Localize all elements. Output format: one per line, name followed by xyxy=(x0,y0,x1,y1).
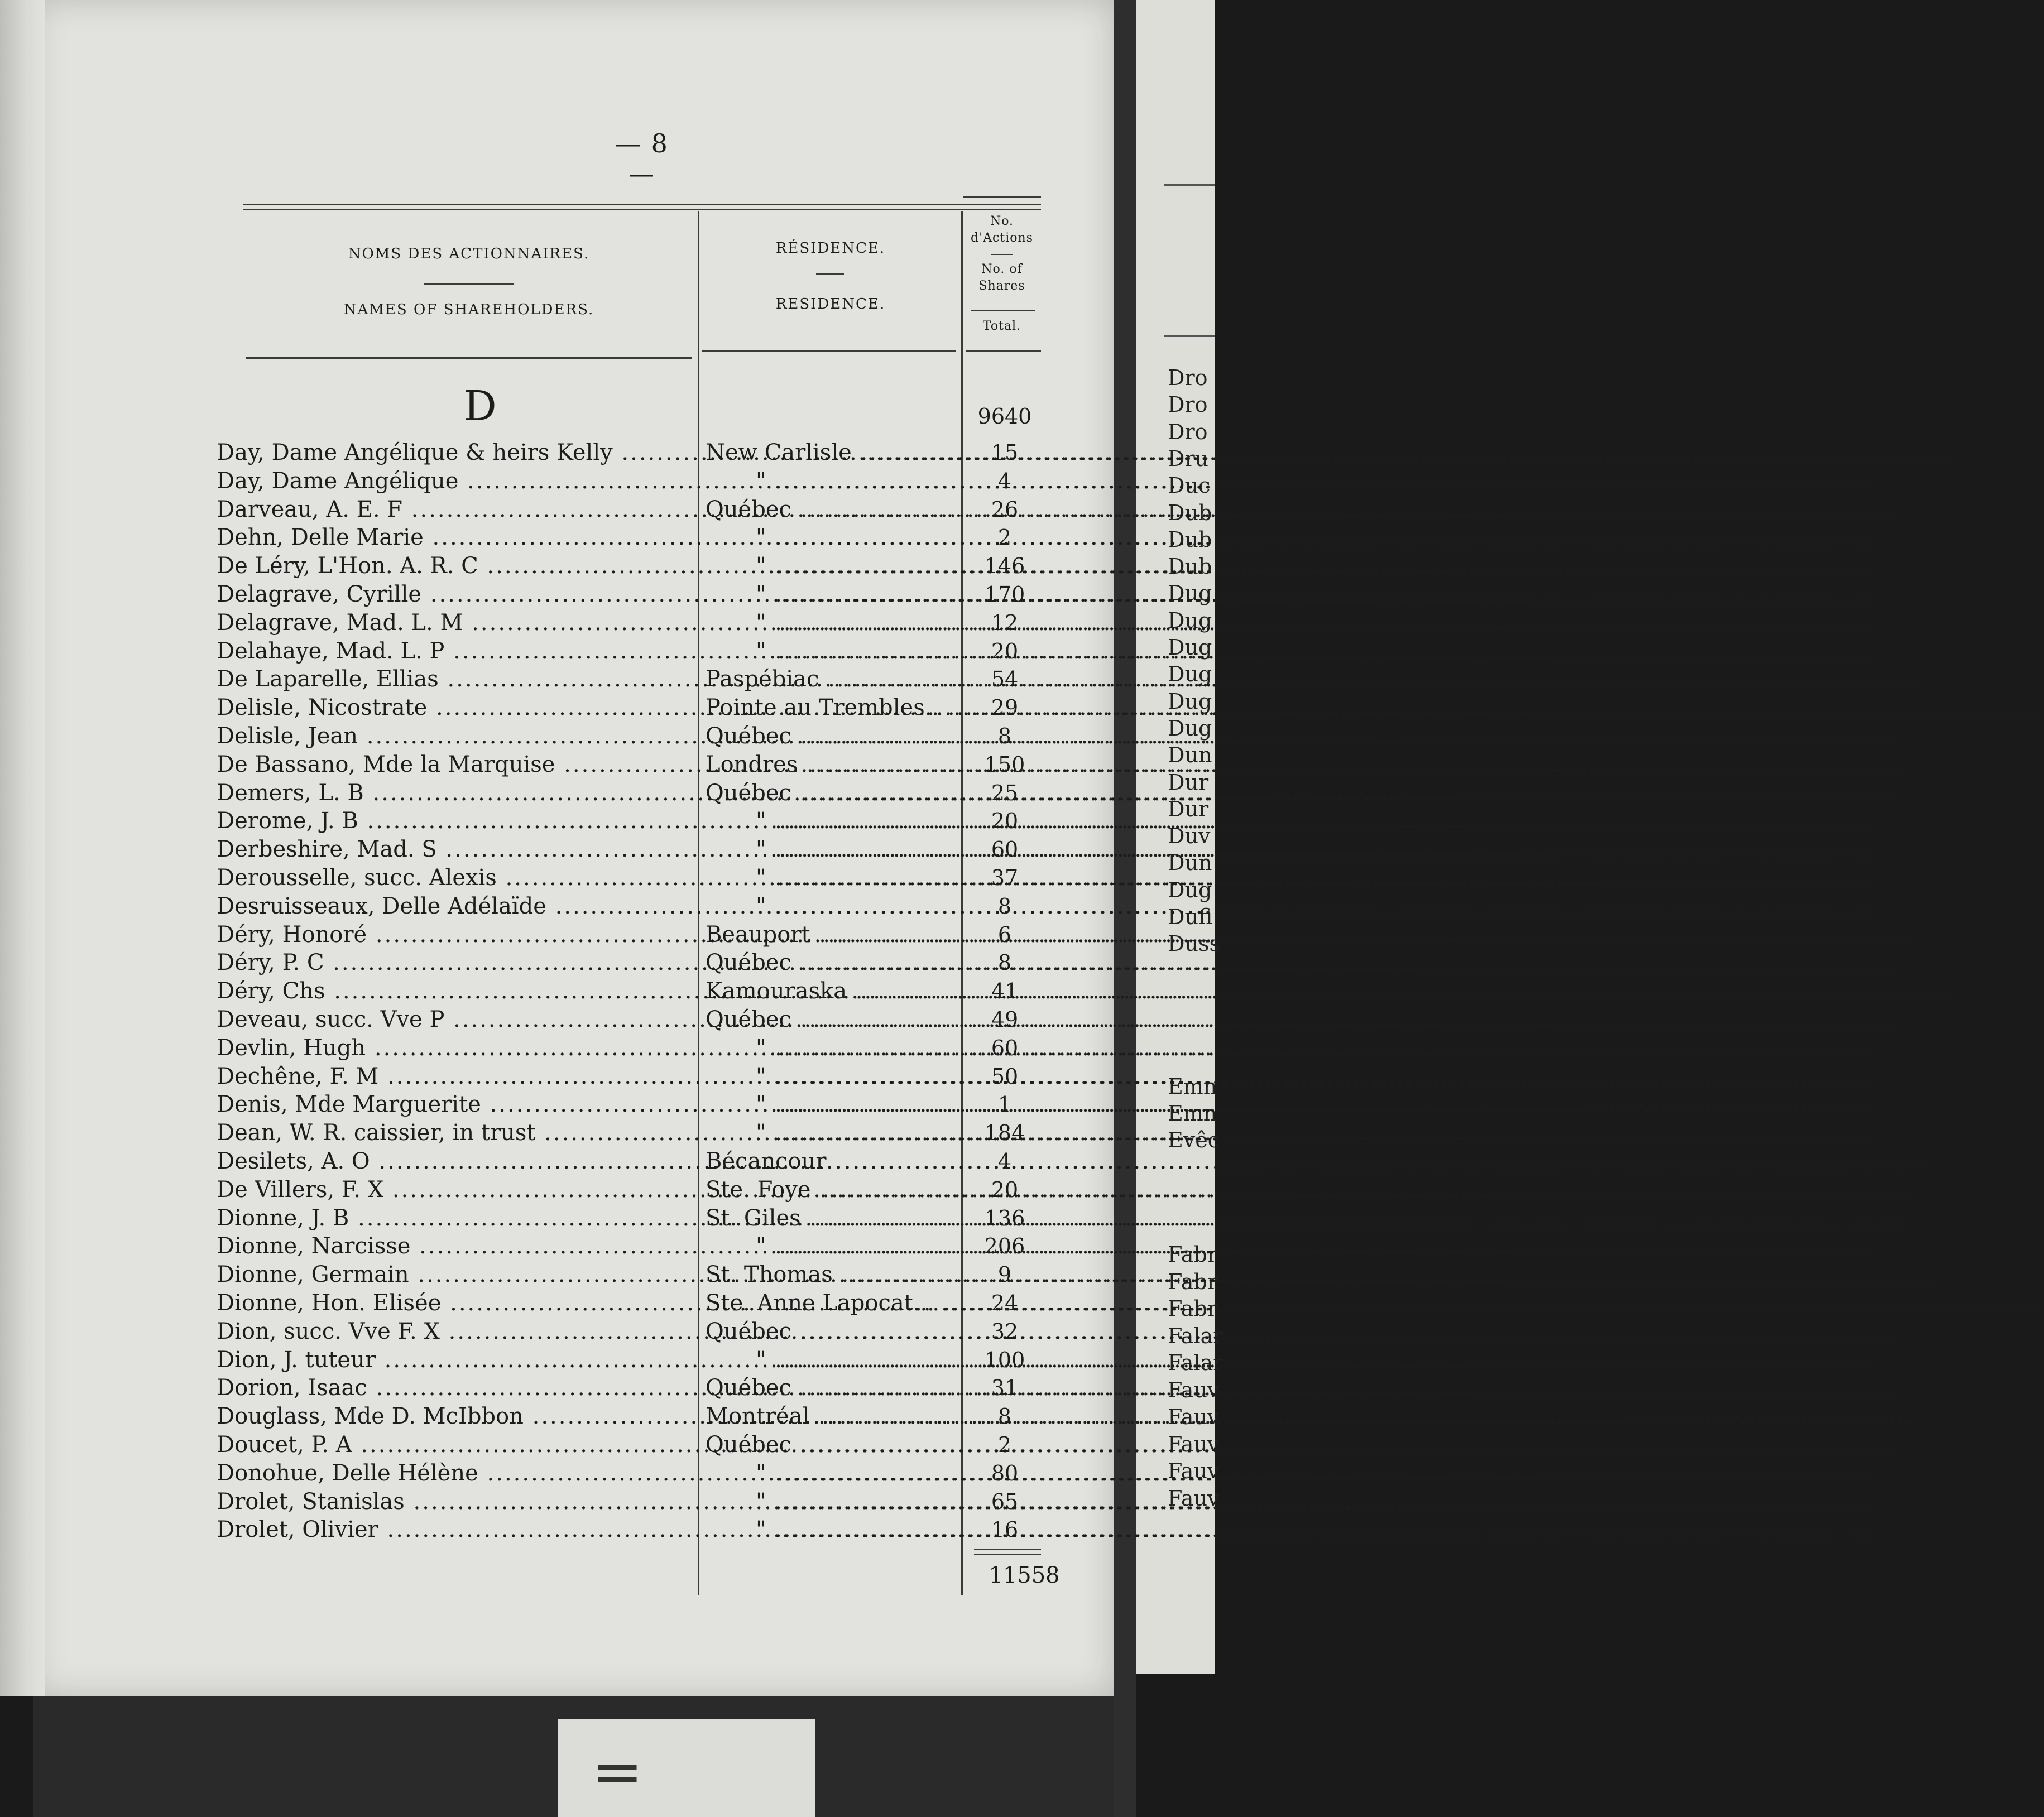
share-count: 100 xyxy=(984,1347,1025,1372)
shareholder-name: Dionne, J. B ..... xyxy=(217,1204,698,1232)
shareholder-residence: Paspébiac ..... xyxy=(706,665,962,693)
table-row xyxy=(0,1176,1080,1204)
share-count: 206 xyxy=(984,1234,1025,1259)
share-count: 54 xyxy=(991,667,1019,692)
header-top-rule xyxy=(243,204,1041,205)
table-row xyxy=(0,977,1080,1005)
share-count: 41 xyxy=(991,979,1019,1004)
shareholder-residence: Québec ..... xyxy=(706,1318,962,1345)
table-row xyxy=(0,835,1080,863)
header-top-rule-3 xyxy=(963,196,1041,198)
next-page-fragment: Fabr xyxy=(1168,1242,1217,1267)
header-shares-divider xyxy=(991,254,1013,255)
shareholder-residence: Bécancour ..... xyxy=(706,1147,962,1175)
shareholder-name: De Villers, F. X ..... xyxy=(217,1176,698,1204)
shareholder-name: Dorion, Isaac ..... xyxy=(217,1374,698,1402)
share-count: 6 xyxy=(997,922,1012,947)
shareholder-residence: " ..... xyxy=(706,637,962,665)
shareholder-name: Delisle, Nicostrate ..... xyxy=(217,694,698,722)
table-row xyxy=(0,1402,1080,1430)
table-row xyxy=(0,751,1080,778)
share-count: 65 xyxy=(991,1489,1019,1514)
header-residence-en: RESIDENCE. xyxy=(775,296,886,313)
next-page-fragment: Dun xyxy=(1168,850,1212,876)
next-page-fragment: Evêc xyxy=(1168,1128,1220,1152)
next-page-fragment: Fauv xyxy=(1168,1431,1220,1457)
header-residence-fr: RÉSIDENCE. xyxy=(775,240,886,257)
shareholder-name: Desruisseaux, Delle Adélaïde ..... xyxy=(217,892,698,920)
next-page-fragment: Dug xyxy=(1168,662,1212,687)
share-count: 136 xyxy=(984,1205,1025,1230)
shareholder-residence: St. Thomas ..... xyxy=(706,1261,962,1289)
shareholder-name: Day, Dame Angélique ..... xyxy=(217,467,698,495)
shareholder-name: Darveau, A. E. F ..... xyxy=(217,496,698,523)
shareholder-name: Derbeshire, Mad. S ..... xyxy=(217,835,698,863)
shareholder-residence: Kamouraska ..... xyxy=(706,977,962,1005)
share-count: 1 xyxy=(997,1092,1012,1117)
header-total: Total. xyxy=(982,319,1021,333)
shareholder-name: De Bassano, Mde la Marquise ..... xyxy=(217,751,698,778)
table-row xyxy=(0,949,1080,977)
share-count: 20 xyxy=(991,809,1019,834)
shareholder-name: Day, Dame Angélique & heirs Kelly ..... xyxy=(217,439,698,467)
next-page-fragment: Dru xyxy=(1168,446,1209,471)
table-row xyxy=(0,1006,1080,1034)
share-count: 2 xyxy=(997,525,1012,550)
shareholder-name: Dionne, Narcisse ..... xyxy=(217,1232,698,1260)
shareholder-residence: " ..... xyxy=(706,1034,962,1062)
bottom-mark: = xyxy=(592,1736,644,1807)
table-row xyxy=(0,694,1080,722)
table-row xyxy=(0,864,1080,892)
share-count: 9 xyxy=(997,1262,1012,1287)
shareholder-residence: Québec ..... xyxy=(706,1431,962,1459)
shareholder-name: Dionne, Hon. Elisée ..... xyxy=(217,1289,698,1317)
share-count: 12 xyxy=(991,610,1019,635)
shareholder-residence: St. Giles ..... xyxy=(706,1204,962,1232)
header-bottom-rule-residence xyxy=(702,350,956,352)
shareholder-residence: " ..... xyxy=(706,467,962,495)
shareholder-name: Déry, Honoré ..... xyxy=(217,921,698,949)
shareholder-residence: Beauport ..... xyxy=(706,921,962,949)
table-row xyxy=(0,1204,1080,1232)
table-row xyxy=(0,1147,1080,1175)
next-page-fragment: Dub xyxy=(1168,527,1212,552)
shareholder-residence: Québec ..... xyxy=(706,949,962,977)
next-page-fragment: Dun xyxy=(1168,743,1212,768)
shareholder-residence: New Carlisle ..... xyxy=(706,439,962,467)
next-page-fragment: Dro xyxy=(1168,419,1208,444)
header-top-rule-2 xyxy=(243,209,1041,210)
share-count: 24 xyxy=(991,1291,1019,1315)
next-page-fragment: Duss xyxy=(1168,931,1220,956)
share-count: 20 xyxy=(991,638,1019,664)
shareholder-name: Drolet, Stanislas ..... xyxy=(217,1488,698,1516)
shareholder-residence: Québec ..... xyxy=(706,496,962,523)
share-count: 80 xyxy=(991,1460,1019,1486)
shareholder-residence: Québec ..... xyxy=(706,1374,962,1402)
next-page-fragment: Dur xyxy=(1168,770,1209,795)
shareholder-name: Dean, W. R. caissier, in trust ..... xyxy=(217,1119,698,1147)
next-page-fragment: Dug xyxy=(1168,715,1212,741)
next-page-rule xyxy=(1164,335,1215,337)
share-count: 8 xyxy=(997,950,1012,975)
next-page-fragment: Fauv xyxy=(1168,1486,1220,1511)
share-count: 20 xyxy=(991,1177,1019,1202)
shareholder-name: Douglass, Mde D. McIbbon ..... xyxy=(217,1402,698,1430)
shareholder-residence: " ..... xyxy=(706,1090,962,1118)
table-row xyxy=(0,1346,1080,1374)
shareholder-residence: " ..... xyxy=(706,580,962,608)
table-row xyxy=(0,1318,1080,1345)
opening-total: 9640 xyxy=(977,404,1032,429)
share-count: 8 xyxy=(997,724,1012,748)
shareholder-residence: Londres ..... xyxy=(706,751,962,778)
shareholder-name: Delagrave, Cyrille ..... xyxy=(217,580,698,608)
next-page-fragment: Dug xyxy=(1168,689,1212,714)
shareholder-name: Desilets, A. O ..... xyxy=(217,1147,698,1175)
shareholder-name: Dionne, Germain ..... xyxy=(217,1261,698,1289)
share-count: 8 xyxy=(997,1404,1012,1429)
shareholder-name: Delagrave, Mad. L. M ..... xyxy=(217,609,698,637)
header-bottom-rule-shares xyxy=(966,350,1041,352)
header-shares-en: No. of Shares xyxy=(978,262,1025,293)
next-page-fragment: Duc xyxy=(1168,473,1211,498)
header-bottom-rule-names xyxy=(246,357,692,359)
table-row xyxy=(0,665,1080,693)
table-row xyxy=(0,892,1080,920)
shareholder-name: Dehn, Delle Marie ..... xyxy=(217,523,698,551)
next-page-fragment: Emn xyxy=(1168,1101,1217,1126)
table-row xyxy=(0,1090,1080,1118)
final-total: 11558 xyxy=(989,1563,1060,1588)
table-row xyxy=(0,496,1080,523)
shareholder-name: Devlin, Hugh ..... xyxy=(217,1034,698,1062)
next-page-fragment: Fabr xyxy=(1168,1296,1217,1321)
next-page-fragment: Dub xyxy=(1168,554,1212,579)
share-count: 50 xyxy=(991,1064,1019,1089)
shareholder-name: Drolet, Olivier ..... xyxy=(217,1516,698,1544)
header-names-en: NAMES OF SHAREHOLDERS. xyxy=(343,301,594,318)
shareholder-residence: " ..... xyxy=(706,1459,962,1487)
shareholder-name: Dion, succ. Vve F. X ..... xyxy=(217,1318,698,1345)
shareholder-name: Dion, J. tuteur ..... xyxy=(217,1346,698,1374)
section-letter: D xyxy=(463,382,497,430)
next-page-fragment: Dug xyxy=(1168,581,1212,606)
shareholder-name: Denis, Mde Marguerite ..... xyxy=(217,1090,698,1118)
shareholder-residence: " ..... xyxy=(706,807,962,835)
shareholder-residence: Québec ..... xyxy=(706,722,962,750)
next-page-fragment: Duv xyxy=(1168,824,1211,849)
header-names-divider xyxy=(424,283,514,285)
table-row xyxy=(0,1289,1080,1317)
table-row xyxy=(0,1516,1080,1544)
shareholder-residence: " ..... xyxy=(706,1232,962,1260)
shareholder-residence: Montréal ..... xyxy=(706,1402,962,1430)
shareholder-residence: Québec ..... xyxy=(706,1006,962,1034)
table-row xyxy=(0,609,1080,637)
next-page-fragment: Falar xyxy=(1168,1323,1223,1348)
shareholder-residence: Québec ..... xyxy=(706,779,962,807)
header-residence-divider xyxy=(816,273,844,275)
header-shares-fr: No. d'Actions xyxy=(971,214,1033,245)
shareholder-residence: Ste. Foye ..... xyxy=(706,1176,962,1204)
table-row xyxy=(0,523,1080,551)
shareholder-residence: " ..... xyxy=(706,609,962,637)
shareholder-name: Delahaye, Mad. L. P ..... xyxy=(217,637,698,665)
next-page-fragment: Emn xyxy=(1168,1074,1217,1099)
next-page-fragment: Dur xyxy=(1168,796,1209,821)
shareholder-name: Dechêne, F. M ..... xyxy=(217,1063,698,1090)
shareholder-name: Derousselle, succ. Alexis ..... xyxy=(217,864,698,892)
share-count: 31 xyxy=(991,1376,1019,1401)
table-row xyxy=(0,552,1080,580)
share-count: 60 xyxy=(991,1035,1019,1060)
next-page-fragment: Fabr xyxy=(1168,1269,1217,1294)
share-count: 170 xyxy=(984,582,1025,607)
shareholder-residence: " ..... xyxy=(706,892,962,920)
share-count: 2 xyxy=(997,1433,1012,1457)
share-count: 29 xyxy=(991,695,1019,720)
table-row xyxy=(0,1119,1080,1147)
total-rule xyxy=(974,1549,1041,1550)
table-row xyxy=(0,637,1080,665)
shareholder-name: Demers, L. B ..... xyxy=(217,779,698,807)
next-page-rule xyxy=(1164,184,1215,186)
table-row xyxy=(0,580,1080,608)
share-count: 4 xyxy=(997,468,1012,493)
next-page-fragment: Fauv xyxy=(1168,1459,1220,1483)
shareholder-residence: " ..... xyxy=(706,1119,962,1147)
table-row xyxy=(0,1459,1080,1487)
next-page-fragment: Dro xyxy=(1168,366,1208,390)
shareholder-residence: " ..... xyxy=(706,1516,962,1544)
next-page-fragment: Dug xyxy=(1168,608,1212,633)
table-row xyxy=(0,1232,1080,1260)
shareholder-name: Doucet, P. A ..... xyxy=(217,1431,698,1459)
shareholder-name: Delisle, Jean ..... xyxy=(217,722,698,750)
next-page-fragment: Dug xyxy=(1168,635,1212,660)
shareholder-name: Déry, P. C ..... xyxy=(217,949,698,977)
header-total-divider xyxy=(971,310,1035,311)
table-row xyxy=(0,1374,1080,1402)
table-row xyxy=(0,1488,1080,1516)
table-row xyxy=(0,439,1080,467)
table-row xyxy=(0,1063,1080,1090)
shareholder-residence: " ..... xyxy=(706,1488,962,1516)
shareholder-residence: " ..... xyxy=(706,1346,962,1374)
shareholder-residence: " ..... xyxy=(706,835,962,863)
table-row xyxy=(0,1431,1080,1459)
total-rule-2 xyxy=(974,1554,1041,1555)
next-page-fragment: Dug xyxy=(1168,877,1212,902)
share-count: 184 xyxy=(984,1121,1025,1146)
shareholder-name: Deveau, succ. Vve P ..... xyxy=(217,1006,698,1034)
next-page-fragment: Dub xyxy=(1168,500,1212,525)
shareholder-name: Donohue, Delle Hélène ..... xyxy=(217,1459,698,1487)
table-row xyxy=(0,467,1080,495)
next-page-fragment: Fauv xyxy=(1168,1405,1220,1429)
share-count: 60 xyxy=(991,837,1019,862)
shareholder-residence: Pointe au Trembles.. ..... xyxy=(706,694,962,722)
page-number: — 8 — xyxy=(615,128,669,189)
share-count: 150 xyxy=(984,752,1025,777)
share-count: 32 xyxy=(991,1319,1019,1344)
share-count: 49 xyxy=(991,1007,1019,1032)
share-count: 26 xyxy=(991,497,1019,522)
shareholder-residence: " ..... xyxy=(706,523,962,551)
shareholder-residence: " ..... xyxy=(706,864,962,892)
header-names-fr: NOMS DES ACTIONNAIRES. xyxy=(348,246,590,262)
table-row xyxy=(0,807,1080,835)
share-count: 15 xyxy=(991,440,1019,465)
share-count: 146 xyxy=(984,554,1025,579)
share-count: 37 xyxy=(991,866,1019,890)
share-count: 8 xyxy=(997,893,1012,919)
next-page-fragment: Falar xyxy=(1168,1350,1223,1375)
table-row xyxy=(0,1034,1080,1062)
table-row xyxy=(0,1261,1080,1289)
share-count: 25 xyxy=(991,780,1019,805)
table-row xyxy=(0,921,1080,949)
shareholder-residence: " ..... xyxy=(706,552,962,580)
next-page-fragment: Dufi xyxy=(1168,905,1213,929)
table-row xyxy=(0,722,1080,750)
next-page-fragment: Dro xyxy=(1168,392,1208,417)
shareholder-residence: Ste. Anne Lapocat... ..... xyxy=(706,1289,962,1317)
table-row xyxy=(0,779,1080,807)
next-page-fragment: Fauv xyxy=(1168,1377,1220,1402)
shareholder-name: Derome, J. B ..... xyxy=(217,807,698,835)
shareholder-name: De Laparelle, Ellias ..... xyxy=(217,665,698,693)
share-count: 4 xyxy=(997,1149,1012,1174)
shareholder-name: Déry, Chs ..... xyxy=(217,977,698,1005)
shareholder-residence: " ..... xyxy=(706,1063,962,1090)
shareholder-name: De Léry, L'Hon. A. R. C ..... xyxy=(217,552,698,580)
share-count: 16 xyxy=(991,1517,1019,1542)
